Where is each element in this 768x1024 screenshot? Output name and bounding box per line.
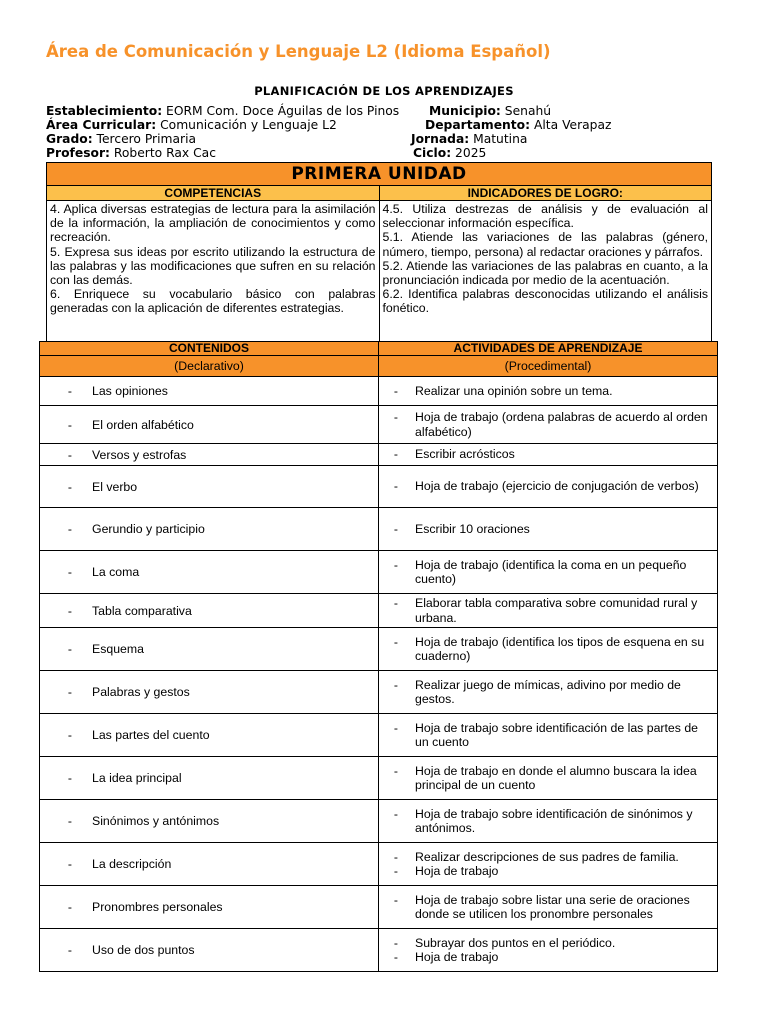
table-row [40, 757, 718, 800]
grado-value: Tercero Primaria [96, 132, 197, 146]
grado-label: Grado: [46, 132, 93, 146]
area-label: Área Curricular: [46, 118, 157, 132]
bullet-dash: - [67, 447, 72, 462]
activity-text: Realizar juego de mímicas, adivino por medio de gestos. [415, 677, 681, 706]
activity-text: Elaborar tabla comparativa sobre comunidad rural y urbana. [415, 596, 698, 625]
contenidos-subheader: (Declarativo) [40, 356, 379, 377]
content-text: Tabla comparativa [92, 603, 192, 618]
content-text: Sinónimos y antónimos [92, 814, 220, 828]
content-cell [40, 377, 379, 406]
activity-text: Hoja de trabajo en donde el alumno buscara la idea principal de un cuento [415, 763, 697, 792]
content-cell [40, 444, 379, 466]
departamento-value: Alta Verapaz [533, 118, 612, 132]
jornada-label: Jornada: [411, 132, 470, 146]
bullet-dash: - [67, 943, 72, 957]
table-row [40, 406, 718, 444]
content-cell [40, 628, 379, 671]
bullet-dash: - [393, 596, 398, 610]
activity-text: Realizar una opinión sobre un tema. [415, 383, 613, 398]
competencia-item: 4. Aplica diversas estrategias de lectura para la asimilación de la información, la ampliación de conocimientos y como recreación. [50, 202, 376, 245]
bullet-dash: - [67, 565, 72, 579]
content-cell [40, 466, 379, 508]
table-row [40, 466, 718, 508]
activity-cell [379, 551, 718, 594]
document-title: Área de Comunicación y Lenguaje L2 (Idioma Español) [46, 42, 551, 61]
bullet-dash: - [67, 685, 72, 699]
bullet-dash: - [393, 892, 398, 907]
content-table [39, 341, 718, 972]
bullet-dash: - [393, 864, 398, 878]
unit-title: PRIMERA UNIDAD [47, 163, 711, 186]
activity-cell [379, 594, 718, 628]
bullet-dash: - [393, 935, 398, 950]
activity-cell [379, 377, 718, 406]
activity-cell [379, 886, 718, 929]
table-row [40, 886, 718, 929]
content-cell [40, 843, 379, 886]
bullet-dash: - [67, 479, 72, 494]
content-cell [40, 406, 379, 444]
content-text: Versos y estrofas [92, 447, 187, 462]
establecimiento-label: Establecimiento: [46, 104, 163, 118]
activity-cell [379, 406, 718, 444]
competencias-header: COMPETENCIAS [47, 186, 380, 200]
unit-box [46, 162, 712, 342]
activity-cell [379, 929, 718, 972]
indicador-item: 5.1. Atiende las variaciones de las palabras (género, número, tiempo, persona) al redactar oraciones y párrafos. [382, 230, 708, 259]
activity-cell [379, 628, 718, 671]
activity-text: Hoja de trabajo (identifica la coma en un pequeño cuento) [415, 557, 687, 586]
area-value: Comunicación y Lenguaje L2 [160, 118, 337, 132]
content-text: Las opiniones [92, 384, 168, 398]
bullet-dash: - [393, 521, 398, 536]
bullet-dash: - [393, 806, 398, 821]
profesor-value: Roberto Rax Cac [113, 146, 216, 160]
activity-cell [379, 714, 718, 757]
bullet-dash: - [393, 447, 398, 462]
municipio-value: Senahú [504, 104, 552, 118]
competencia-item: 6. Enriquece su vocabulario básico con palabras generadas con la aplicación de diferentes estrategias. [50, 287, 376, 316]
content-text: Uso de dos puntos [92, 943, 195, 957]
content-cell [40, 508, 379, 551]
activity-cell [379, 508, 718, 551]
bullet-dash: - [67, 814, 72, 828]
bullet-dash: - [67, 728, 72, 742]
content-cell [40, 671, 379, 714]
indicador-item: 6.2. Identifica palabras desconocidas utilizando el análisis fonético. [382, 287, 708, 316]
content-text: Palabras y gestos [92, 685, 190, 699]
content-text: La coma [92, 565, 140, 579]
content-text: Gerundio y participio [92, 522, 205, 536]
bullet-dash: - [67, 384, 72, 398]
indicadores-list [380, 201, 712, 341]
competencias-list [47, 201, 380, 341]
content-cell [40, 714, 379, 757]
bullet-dash: - [393, 677, 398, 692]
bullet-dash: - [393, 849, 398, 864]
content-text: Esquema [92, 642, 144, 656]
planning-title: PLANIFICACIÓN DE LOS APRENDIZAJES [254, 84, 514, 98]
info-block [46, 104, 726, 160]
content-text: La descripción [92, 857, 172, 871]
table-row [40, 628, 718, 671]
activity-cell [379, 466, 718, 508]
table-row [40, 508, 718, 551]
content-cell [40, 757, 379, 800]
indicador-item: 4.5. Utiliza destrezas de análisis y de evaluación al seleccionar información específica. [382, 202, 708, 231]
bullet-dash: - [393, 479, 398, 494]
table-row [40, 800, 718, 843]
content-text: El orden alfabético [92, 417, 194, 432]
table-row [40, 594, 718, 628]
activity-text: Hoja de trabajo sobre identificación de las partes de un cuento [415, 720, 699, 749]
bullet-dash: - [67, 642, 72, 656]
departamento-label: Departamento: [425, 118, 531, 132]
activity-text: Hoja de trabajo sobre listar una serie de oraciones donde se utilicen los pronombre personales [415, 892, 690, 921]
bullet-dash: - [393, 720, 398, 735]
contenidos-header: CONTENIDOS [40, 342, 379, 356]
activity-text: Subrayar dos puntos en el periódico. [415, 935, 616, 950]
activity-text: Escribir acrósticos [415, 447, 515, 462]
activity-cell [379, 671, 718, 714]
content-text: Las partes del cuento [92, 728, 210, 742]
content-cell [40, 800, 379, 843]
content-text: La idea principal [92, 771, 182, 785]
activity-cell [379, 444, 718, 466]
table-row [40, 377, 718, 406]
activity-text: Hoja de trabajo (ordena palabras de acuerdo al orden alfabético) [415, 410, 708, 439]
bullet-dash: - [393, 634, 398, 649]
bullet-dash: - [393, 557, 398, 572]
ciclo-label: Ciclo: [413, 146, 452, 160]
content-text: Pronombres personales [92, 900, 223, 914]
table-row [40, 671, 718, 714]
jornada-value: Matutina [473, 132, 528, 146]
ciclo-value: 2025 [455, 146, 487, 160]
competencia-item: 5. Expresa sus ideas por escrito utilizando la estructura de las palabras y las modificaciones que sufren en su relación con las demás. [50, 244, 376, 288]
activity-text: Hoja de trabajo (identifica los tipos de esquena en su cuaderno) [415, 634, 705, 663]
table-row [40, 929, 718, 972]
activity-text: Hoja de trabajo [415, 950, 499, 964]
content-cell [40, 594, 379, 628]
content-cell [40, 929, 379, 972]
table-row [40, 444, 718, 466]
bullet-dash: - [393, 950, 398, 964]
activity-text: Hoja de trabajo sobre identificación de sinónimos y antónimos. [415, 806, 693, 835]
table-row [40, 843, 718, 886]
establecimiento-value: EORM Com. Doce Águilas de los Pinos [166, 104, 400, 118]
bullet-dash: - [67, 603, 72, 618]
table-row [40, 551, 718, 594]
activity-text: Hoja de trabajo [415, 864, 499, 878]
table-row [40, 714, 718, 757]
bullet-dash: - [67, 417, 72, 432]
activity-cell [379, 800, 718, 843]
municipio-label: Municipio: [429, 104, 501, 118]
bullet-dash: - [393, 410, 398, 424]
actividades-subheader: (Procedimental) [379, 356, 718, 377]
actividades-header: ACTIVIDADES DE APRENDIZAJE [379, 342, 718, 356]
indicadores-header: INDICADORES DE LOGRO: [467, 186, 623, 200]
bullet-dash: - [393, 383, 398, 398]
activity-text: Escribir 10 oraciones [415, 521, 530, 536]
activity-text: Realizar descripciones de sus padres de familia. [415, 849, 679, 864]
content-cell [40, 886, 379, 929]
content-text: El verbo [92, 479, 138, 494]
bullet-dash: - [67, 857, 72, 871]
activity-text: Hoja de trabajo (ejercicio de conjugación de verbos) [415, 479, 699, 494]
bullet-dash: - [67, 771, 72, 785]
activity-cell [379, 843, 718, 886]
bullet-dash: - [393, 763, 398, 778]
activity-cell [379, 757, 718, 800]
bullet-dash: - [67, 522, 72, 536]
profesor-label: Profesor: [46, 146, 110, 160]
bullet-dash: - [67, 900, 72, 914]
content-cell [40, 551, 379, 594]
indicador-item: 5.2. Atiende las variaciones de las palabras en cuanto, a la pronunciación indicada por medio de la acentuación. [382, 258, 708, 288]
